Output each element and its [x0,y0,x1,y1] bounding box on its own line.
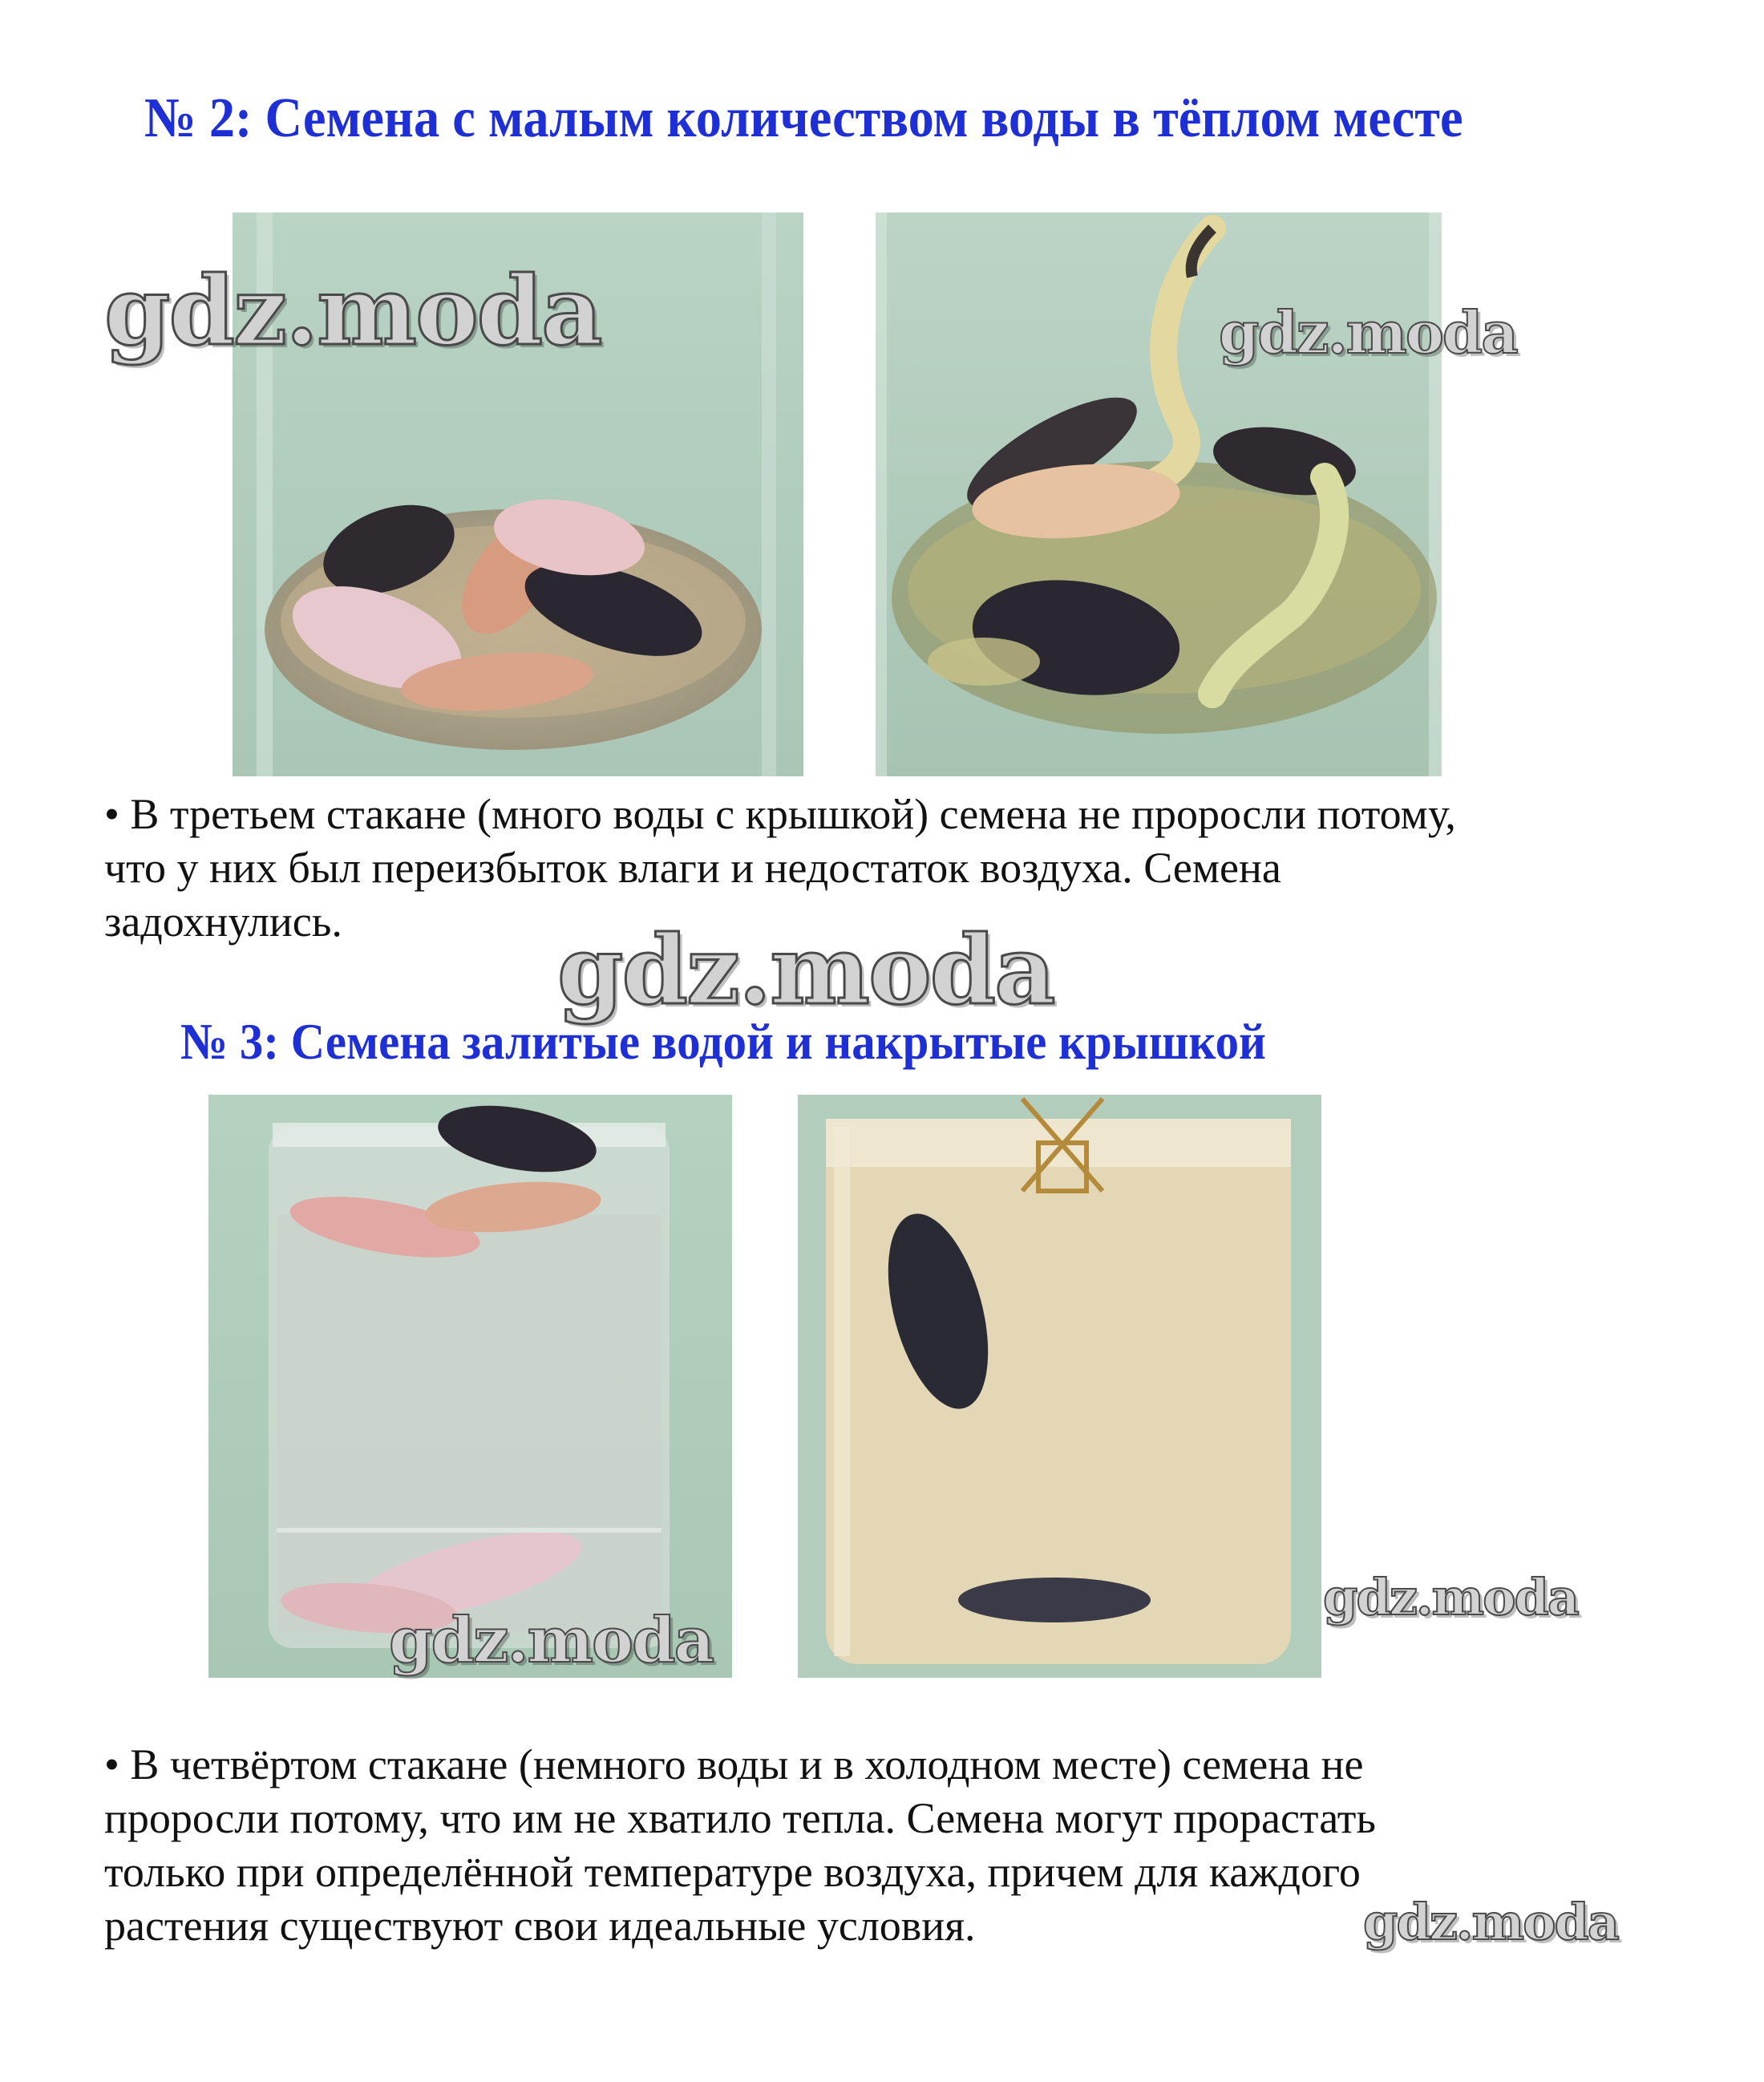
photo-seeds-flooded-1 [208,1095,732,1678]
watermark: gdz.moda [389,1604,714,1677]
text-line: задохнулись. [104,897,342,946]
paragraph-fourth-glass [104,1738,1376,1953]
text-line: • В четвёртом стакане (немного воды и в холодном месте) семена не [104,1740,1364,1788]
text-line: только при определённой температуре воздуха, причем для каждого [104,1848,1361,1896]
watermark: gdz.moda [1323,1568,1578,1626]
text-line: • В третьем стакане (много воды с крышкой) семена не проросли потому, [104,790,1456,838]
section-2-heading: № 2: Семена с малым количеством воды в тёплом месте [144,87,1463,149]
text-line: что у них был переизбыток влаги и недостаток воздуха. Семена [104,844,1281,892]
section-3-heading: № 3: Семена залитые водой и накрытые крышкой [180,1013,1266,1070]
watermark: gdz.moda [1219,298,1517,367]
photo-seeds-flooded-2 [798,1095,1321,1678]
text-line: проросли потому, что им не хватило тепла. Семена могут прорастать [104,1794,1376,1842]
watermark: gdz.moda [1363,1893,1618,1951]
watermark: gdz.moda [557,914,1054,1026]
watermark: gdz.moda [104,255,601,367]
text-line: растения существуют свои идеальные условия. [104,1902,976,1950]
photo-seeds-little-water-sprouted [876,213,1442,776]
